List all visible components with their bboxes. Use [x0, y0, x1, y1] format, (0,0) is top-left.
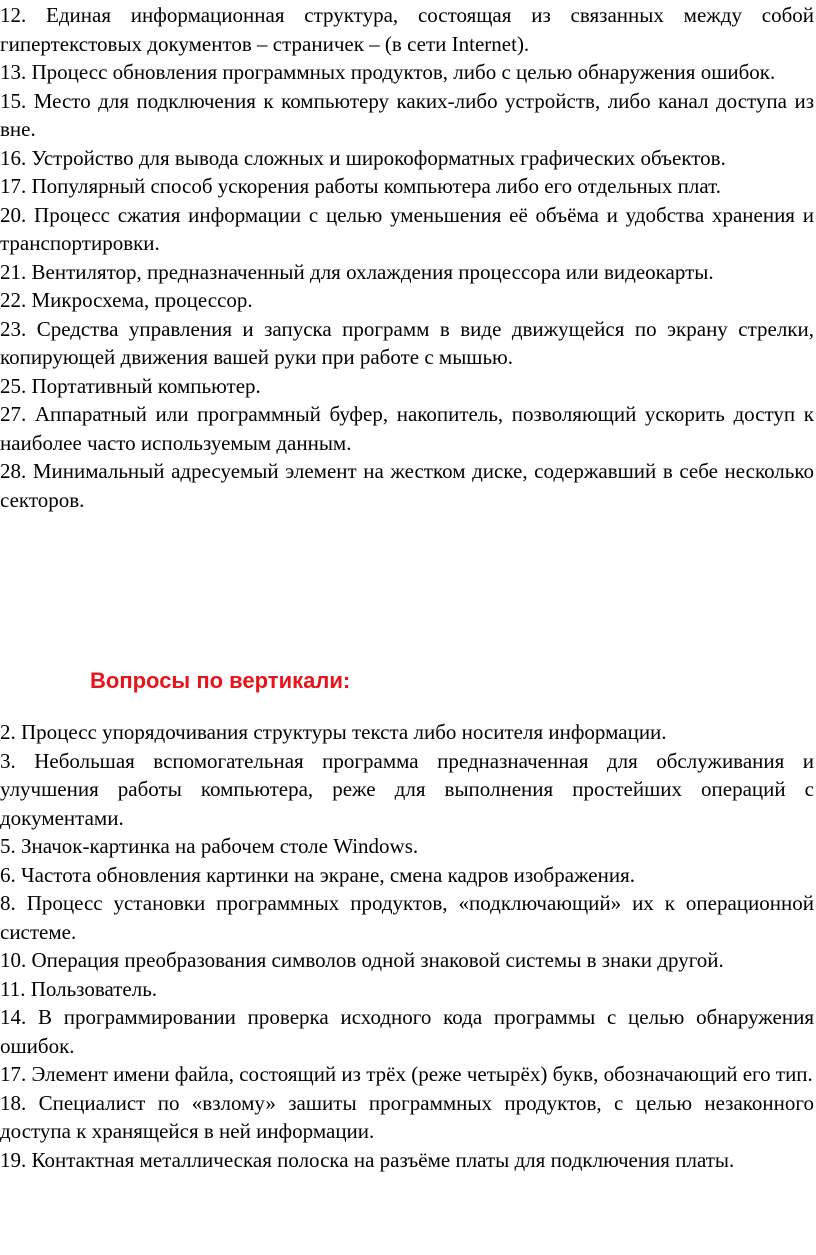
- question-10-down: 10. Операция преобразования символов одной знаковой системы в знаки другой.: [0, 948, 724, 972]
- question-19-down: 19. Контактная металлическая полоска на разъёме платы для подключения платы.: [0, 1147, 735, 1172]
- question-25-across: 25. Портативный компьютер.: [0, 373, 261, 398]
- question-13-across: 13. Процесс обновления программных продуктов, либо с целью обнаружения ошибок.: [0, 60, 776, 84]
- question-2-down: 2. Процесс упорядочивания структуры текста либо носителя информации.: [0, 720, 667, 744]
- question-17-down: 17. Элемент имени файла, состоящий из трёх (реже четырёх) букв, обозначающий его тип.: [0, 1062, 813, 1086]
- question-27-across: 27. Аппаратный или программный буфер, накопитель, позволяющий ускорить доступ к наиболее часто используемым данным.: [0, 402, 814, 455]
- horizontal-questions-list: [0, 1, 816, 514]
- question-16-across: 16. Устройство для вывода сложных и широкоформатных графических объектов.: [0, 145, 726, 170]
- question-3-down: 3. Небольшая вспомогательная программа предназначенная для обслуживания и улучшения работы компьютера, реже для выполнения простейших операций с документами.: [0, 748, 814, 830]
- question-18-down: 18. Специалист по «взлому» зашиты программных продуктов, с целью незаконного доступа к хранящейся в ней информации.: [0, 1090, 814, 1143]
- question-5-down: 5. Значок-картинка на рабочем столе Windows.: [0, 834, 419, 858]
- question-23-across: 23. Средства управления и запуска программ в виде движущейся по экрану стрелки, копирующей движения вашей руки при работе с мышью.: [0, 316, 814, 369]
- question-21-across: 21. Вентилятор, предназначенный для охлаждения процессора или видеокарты.: [0, 259, 714, 284]
- question-12-across: 12. Единая информационная структура, состоящая из связанных между собой гипертекстовых документов – страничек – (в сети Internet).: [0, 3, 814, 56]
- question-6-down: 6. Частота обновления картинки на экране, смена кадров изображения.: [0, 862, 635, 887]
- question-11-down: 11. Пользователь.: [0, 976, 158, 1001]
- question-28-across: 28. Минимальный адресуемый элемент на жестком диске, содержавший в себе несколько секторов.: [0, 459, 814, 512]
- question-8-down: 8. Процесс установки программных продуктов, «подключающий» их к операционной системе.: [0, 891, 814, 944]
- question-20-across: 20. Процесс сжатия информации с целью уменьшения её объёма и удобства хранения и транспортировки.: [0, 202, 814, 255]
- question-17-across: 17. Популярный способ ускорения работы компьютера либо его отдельных плат.: [0, 174, 721, 198]
- question-14-down: 14. В программировании проверка исходного кода программы с целью обнаружения ошибок.: [0, 1005, 814, 1058]
- question-22-across: 22. Микросхема, процессор.: [0, 288, 253, 312]
- question-15-across: 15. Место для подключения к компьютеру каких-либо устройств, либо канал доступа из вне.: [0, 88, 814, 141]
- vertical-questions-list: [0, 718, 816, 1174]
- vertical-questions-heading: Вопросы по вертикали:: [90, 668, 351, 693]
